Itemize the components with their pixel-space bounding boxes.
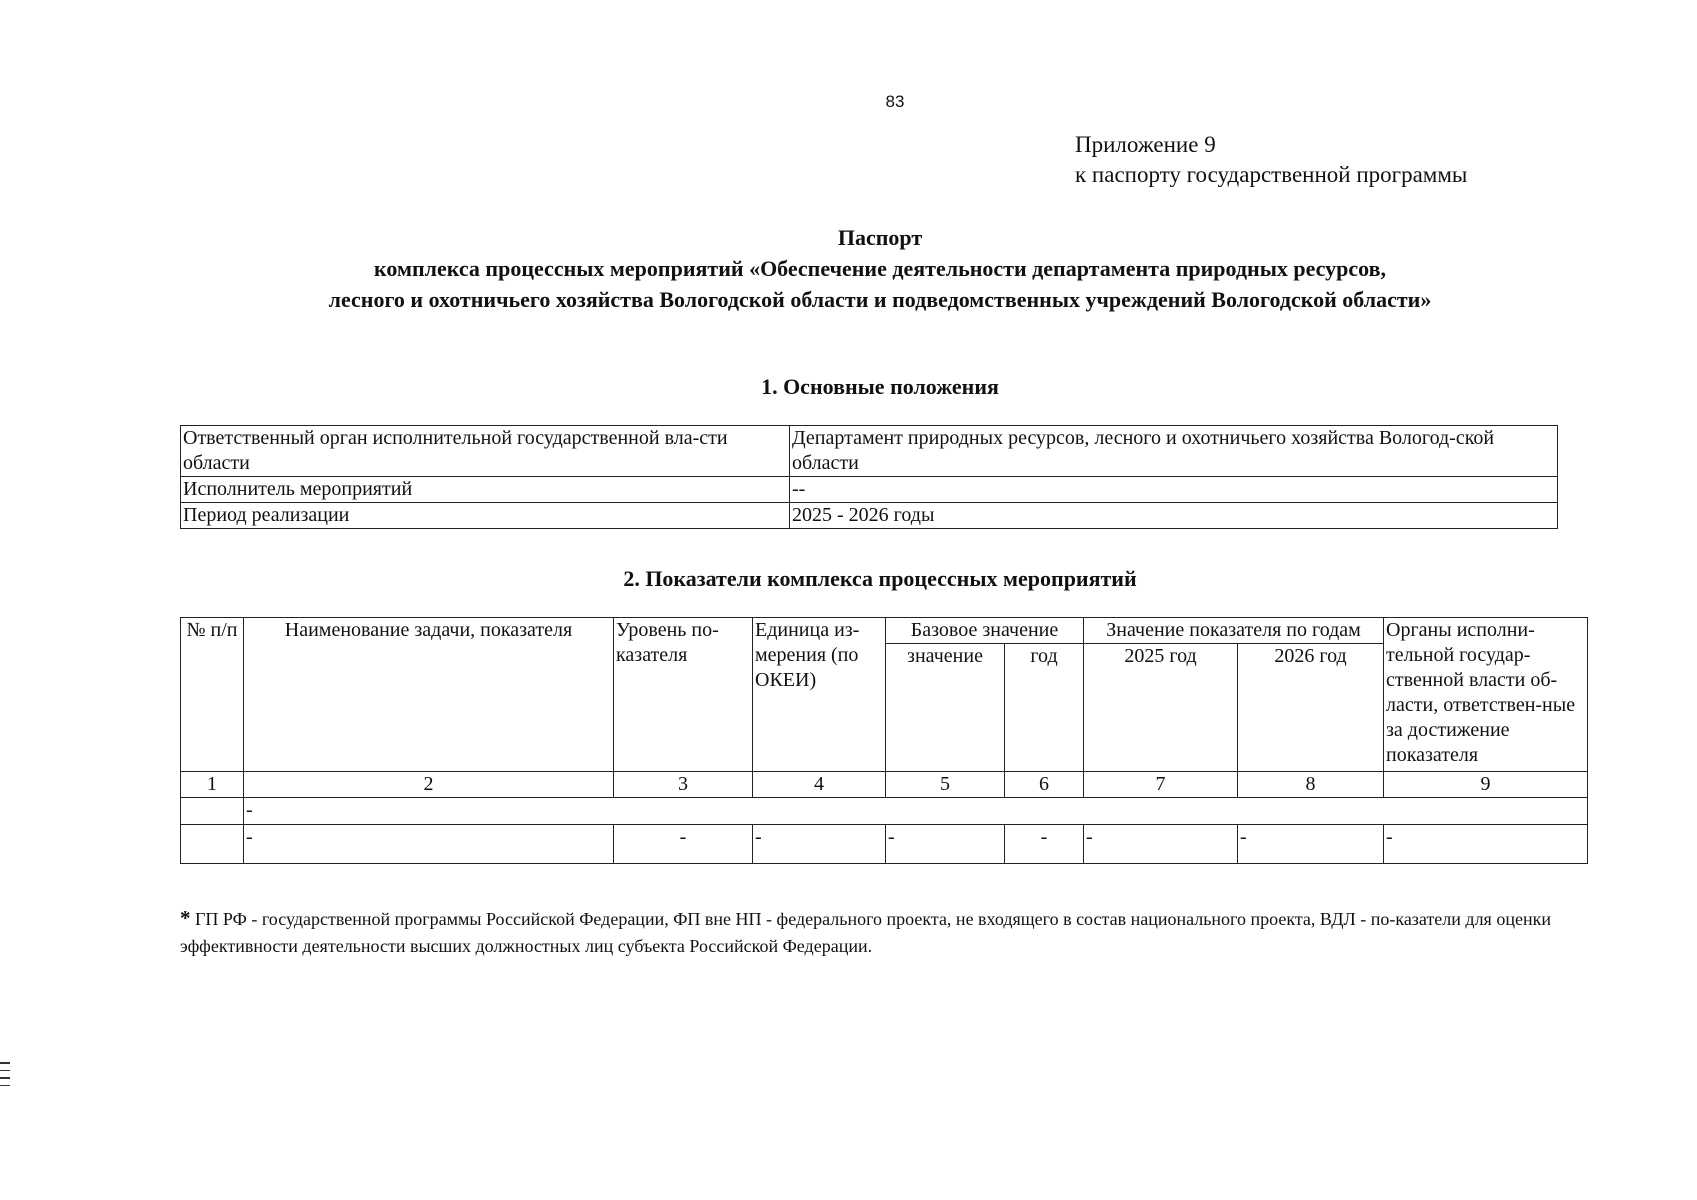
column-number: 2 <box>244 772 614 798</box>
header-row <box>181 618 1588 644</box>
appendix-note <box>1075 130 1467 190</box>
row-base-year-cell: - <box>1005 825 1084 864</box>
title-line-3: лесного и охотничьего хозяйства Вологодской области и подведомственных учреждений Вологодской области» <box>328 287 1432 312</box>
column-number: 9 <box>1384 772 1588 798</box>
header-authority: Органы исполни-тельной государ-ственной власти об-ласти, ответствен-ные за достижение показателя <box>1384 618 1588 772</box>
footnote-star: * <box>180 906 191 930</box>
appendix-line-1: Приложение 9 <box>1075 132 1216 157</box>
margin-mark <box>0 1085 10 1087</box>
header-year-2025: 2025 год <box>1084 644 1238 772</box>
column-number: 8 <box>1238 772 1384 798</box>
appendix-line-2: к паспорту государственной программы <box>1075 162 1468 187</box>
title-line-1: Паспорт <box>837 225 923 250</box>
footnote <box>180 905 1610 960</box>
main-provisions-table <box>180 425 1558 529</box>
title-line-2: комплекса процессных мероприятий «Обеспечение деятельности департамента природных ресурсов, <box>374 256 1386 281</box>
header-level: Уровень по-казателя <box>614 618 753 772</box>
header-unit: Единица из-мерения (по ОКЕИ) <box>753 618 886 772</box>
page-number: 83 <box>885 92 905 111</box>
row-year-2025-cell: - <box>1084 825 1238 864</box>
header-years-group: Значение показателя по годам <box>1084 618 1384 644</box>
section-2-heading: 2. Показатели комплекса процессных мероприятий <box>623 566 1137 591</box>
row-authority-cell: - <box>1384 825 1588 864</box>
header-base-year: год <box>1005 644 1084 772</box>
column-number: 3 <box>614 772 753 798</box>
document-title <box>180 222 1580 315</box>
margin-mark <box>0 1070 10 1072</box>
header-num: № п/п <box>181 618 244 772</box>
column-number: 1 <box>181 772 244 798</box>
row-value: Департамент природных ресурсов, лесного и охотничьего хозяйства Вологод-ской области <box>790 426 1558 477</box>
table-row <box>181 426 1558 477</box>
row-value: -- <box>790 477 1558 503</box>
row-level-cell: - <box>614 825 753 864</box>
header-base-value: значение <box>886 644 1005 772</box>
task-num-cell <box>181 798 244 825</box>
margin-marks <box>0 1062 10 1092</box>
indicators-table <box>180 617 1588 864</box>
row-num-cell <box>181 825 244 864</box>
row-name-cell: - <box>244 825 614 864</box>
table-row <box>181 825 1588 864</box>
column-number: 7 <box>1084 772 1238 798</box>
column-number: 4 <box>753 772 886 798</box>
column-number: 5 <box>886 772 1005 798</box>
row-unit-cell: - <box>753 825 886 864</box>
task-row <box>181 798 1588 825</box>
table-row <box>181 503 1558 529</box>
header-base-group: Базовое значение <box>886 618 1084 644</box>
column-number: 6 <box>1005 772 1084 798</box>
table-row <box>181 477 1558 503</box>
header-name: Наименование задачи, показателя <box>244 618 614 772</box>
footnote-text: ГП РФ - государственной программы Российской Федерации, ФП вне НП - федерального проекта, не входящего в состав национального проекта, ВДЛ - по-казатели для оценки эффективности деятельности высших должностных лиц субъекта Российской Федерации. <box>180 909 1551 956</box>
margin-mark <box>0 1062 10 1064</box>
row-label: Исполнитель мероприятий <box>181 477 790 503</box>
row-base-value-cell: - <box>886 825 1005 864</box>
row-label: Период реализации <box>181 503 790 529</box>
row-label: Ответственный орган исполнительной государственной вла-сти области <box>181 426 790 477</box>
row-value: 2025 - 2026 годы <box>790 503 1558 529</box>
column-number-row <box>181 772 1588 798</box>
header-year-2026: 2026 год <box>1238 644 1384 772</box>
margin-mark <box>0 1077 10 1079</box>
row-year-2026-cell: - <box>1238 825 1384 864</box>
section-1-heading: 1. Основные положения <box>761 374 999 399</box>
task-name-cell: - <box>244 798 1588 825</box>
